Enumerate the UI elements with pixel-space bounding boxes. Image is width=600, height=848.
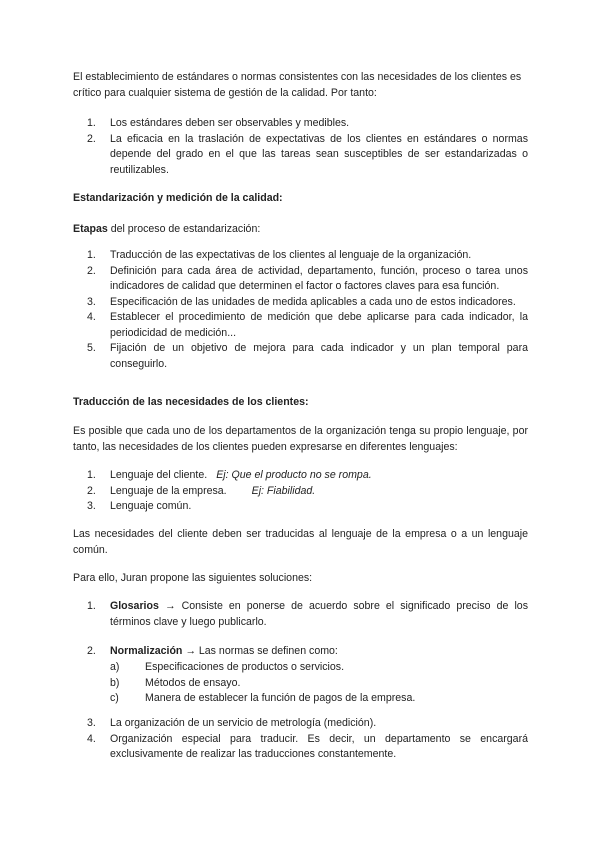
sub-list-letter: b) bbox=[110, 676, 120, 689]
intro-list bbox=[73, 116, 528, 178]
section-heading-standardization: Estandarización y medición de la calidad: bbox=[73, 192, 283, 204]
list-item-text: Fijación de un objetivo de mejora para cada indicador y un plan temporal para conseguirlo. bbox=[110, 342, 528, 370]
sub-list-letter: a) bbox=[110, 661, 120, 673]
list-item bbox=[73, 310, 528, 341]
list-item-text: Establecer el procedimiento de medición que debe aplicarse para cada indicador, la periodicidad de medición... bbox=[110, 311, 528, 339]
juran-paragraph: Para ello, Juran propone las siguientes soluciones: bbox=[73, 572, 313, 584]
list-number: 2. bbox=[87, 264, 96, 277]
section-heading-translation: Traducción de las necesidades de los clientes: bbox=[73, 396, 309, 408]
list-item bbox=[73, 468, 528, 484]
list-number: 1. bbox=[87, 117, 96, 129]
language-client-example: Ej: Que el producto no se rompa. bbox=[216, 469, 372, 481]
sub-list-letter: c) bbox=[110, 692, 119, 704]
language-common: Lenguaje común. bbox=[110, 500, 192, 512]
sub-list-text: Manera de establecer la función de pagos de la empresa. bbox=[145, 692, 416, 704]
list-item bbox=[73, 116, 528, 132]
list-item-text: La eficacia en la traslación de expectativas de los clientes en estándares o normas depende del grado en el que las tareas sean susceptibles de ser estandarizadas o reutilizables. bbox=[110, 132, 528, 176]
glosarios-bold: Glosarios bbox=[110, 600, 159, 612]
list-number: 1. bbox=[87, 249, 96, 261]
metrologia-text: La organización de un servicio de metrología (medición). bbox=[110, 717, 377, 729]
list-number: 5. bbox=[87, 342, 96, 354]
list-number: 1. bbox=[87, 600, 96, 612]
solutions-list-2 bbox=[73, 644, 528, 660]
sub-list-item bbox=[110, 676, 528, 692]
translate-paragraph: Las necesidades del cliente deben ser traducidas al lenguaje de la empresa o a un lenguaje común. bbox=[73, 528, 528, 556]
normalizacion-text: → Las normas se definen como: bbox=[182, 645, 338, 657]
language-company: Lenguaje de la empresa. bbox=[110, 484, 227, 497]
list-item bbox=[73, 484, 528, 500]
etapas-line bbox=[73, 222, 528, 238]
sub-list-text: Métodos de ensayo. bbox=[145, 676, 241, 689]
list-item bbox=[73, 599, 528, 630]
translation-paragraph: Es posible que cada uno de los departamentos de la organización tenga su propio lenguaje, por tanto, las necesidades de los clientes pueden expresarse en diferentes lenguajes: bbox=[73, 425, 528, 453]
sub-list-item bbox=[110, 691, 528, 707]
etapas-rest: del proceso de estandarización: bbox=[107, 223, 261, 235]
list-number: 2. bbox=[87, 484, 96, 497]
solutions-list-1 bbox=[73, 599, 528, 630]
list-number: 4. bbox=[87, 732, 96, 745]
list-number: 2. bbox=[87, 132, 96, 145]
language-company-example: Ej: Fiabilidad. bbox=[251, 484, 316, 497]
list-item-text: Traducción de las expectativas de los clientes al lenguaje de la organización. bbox=[110, 249, 472, 261]
list-item bbox=[73, 295, 528, 311]
list-item-text: Los estándares deben ser observables y medibles. bbox=[110, 117, 350, 129]
list-item-text: Definición para cada área de actividad, departamento, función, proceso o tarea unos indicadores de calidad que determinen el factor o factores claves para esa función. bbox=[110, 264, 528, 292]
list-item bbox=[73, 248, 528, 264]
normalizacion-sublist bbox=[110, 660, 528, 707]
intro-paragraph: El establecimiento de estándares o normas consistentes con las necesidades de los clientes es crítico para cualquier sistema de gestión de la calidad. Por tanto: bbox=[73, 71, 522, 99]
list-item-text: Especificación de las unidades de medida aplicables a cada uno de estos indicadores. bbox=[110, 295, 516, 308]
sub-list-text: Especificaciones de productos o servicios. bbox=[145, 661, 345, 673]
glosarios-text: → Consiste en ponerse de acuerdo sobre el significado preciso de los términos clave y luego publicarlo. bbox=[110, 600, 528, 628]
list-number: 4. bbox=[87, 311, 96, 323]
list-number: 3. bbox=[87, 500, 96, 512]
language-client: Lenguaje del cliente. bbox=[110, 469, 208, 481]
languages-list bbox=[73, 468, 528, 515]
normalizacion-bold: Normalización bbox=[110, 645, 183, 657]
sub-list-item bbox=[110, 660, 528, 676]
list-item bbox=[73, 341, 528, 372]
list-number: 3. bbox=[87, 717, 96, 729]
list-item bbox=[73, 716, 528, 732]
list-item bbox=[73, 644, 528, 660]
list-number: 2. bbox=[87, 645, 96, 657]
solutions-list-3 bbox=[73, 716, 528, 763]
traducir-text: Organización especial para traducir. Es decir, un departamento se encargará exclusivamente de realizar las traducciones constantemente. bbox=[110, 732, 528, 760]
list-item bbox=[73, 499, 528, 515]
list-item bbox=[73, 732, 528, 763]
list-item bbox=[73, 132, 528, 179]
list-number: 3. bbox=[87, 295, 96, 308]
etapas-bold: Etapas bbox=[73, 223, 108, 235]
list-item bbox=[73, 264, 528, 295]
list-number: 1. bbox=[87, 469, 96, 481]
etapas-list bbox=[73, 248, 528, 372]
